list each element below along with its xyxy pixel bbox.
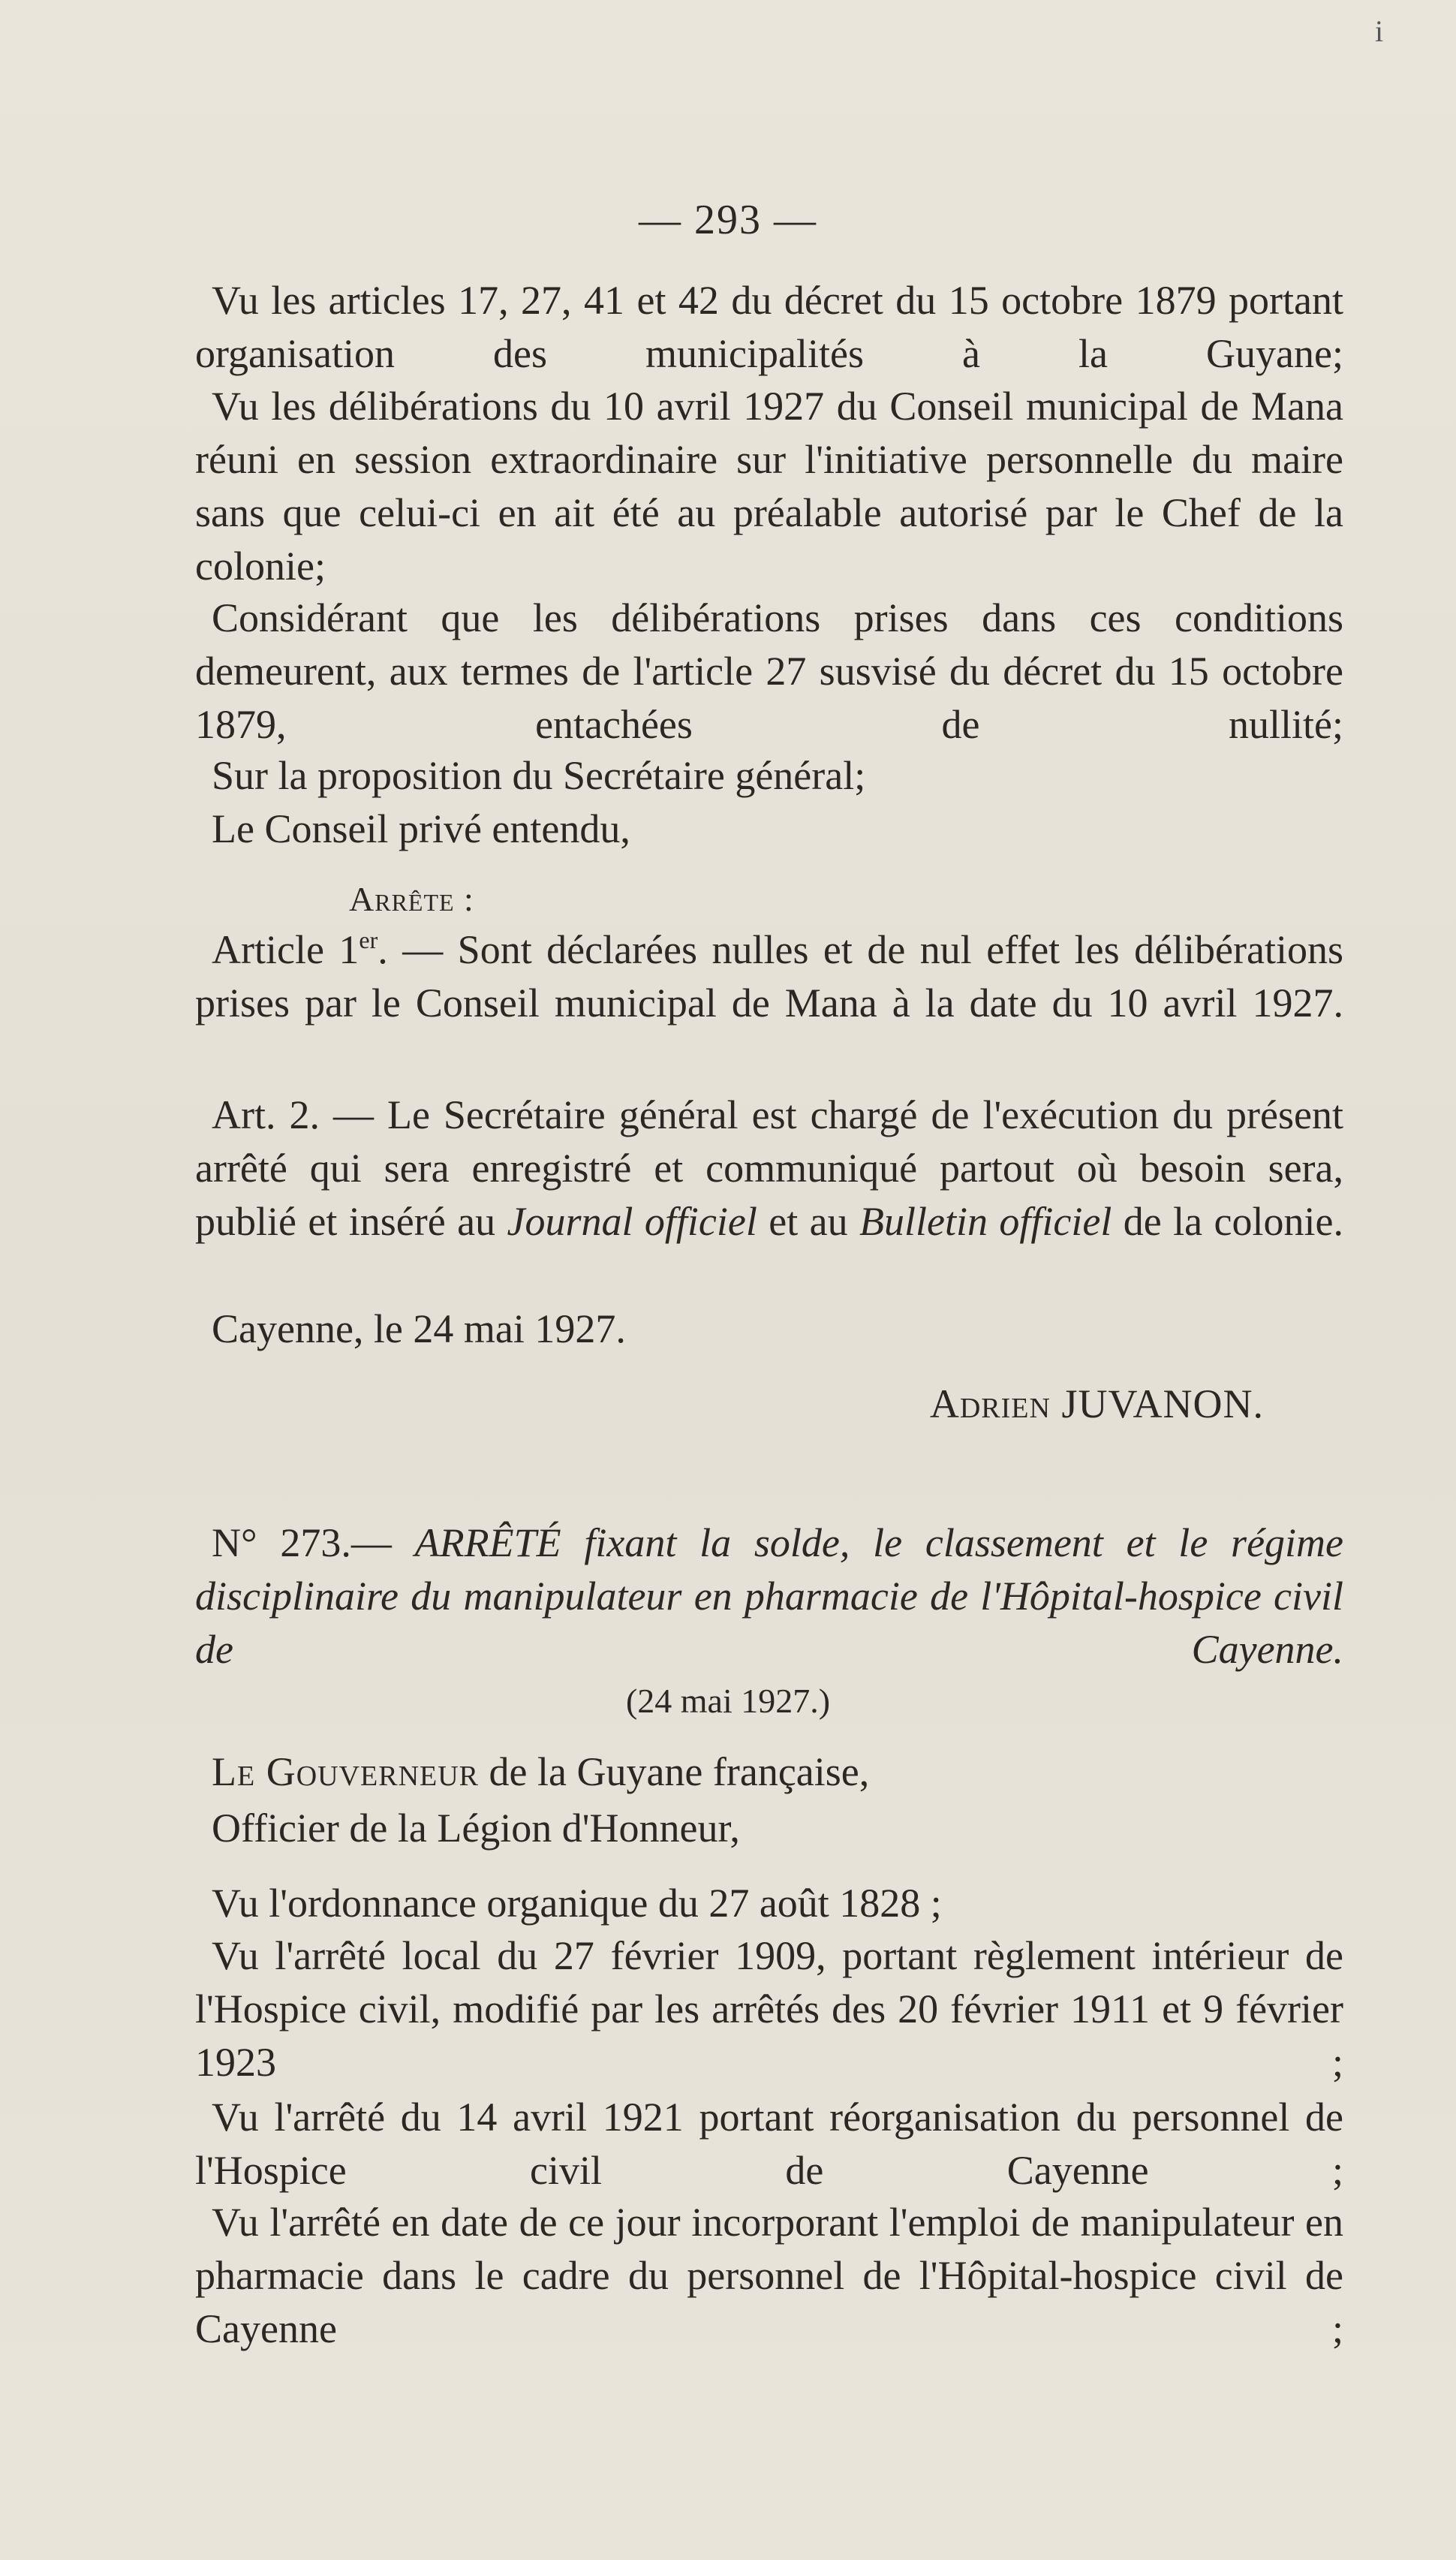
article-1-superscript: er [359, 926, 378, 953]
paragraph-vu-deliberations: Vu les délibérations du 10 avril 1927 du Conseil municipal de Mana réuni en session extraordinaire sur l'initiative personnelle du maire sans que celui-ci en ait été au préalable autorisé par le Chef de la colonie; [195, 384, 1343, 589]
page-number: — 293 — [639, 197, 817, 243]
margin-mark: i [1375, 14, 1384, 48]
gouverneur-rest: de la Guyane française, [479, 1749, 870, 1794]
article-2-and: et au [757, 1199, 860, 1244]
paragraph-officier: Officier de la Légion d'Honneur, [212, 1806, 740, 1851]
article-2-end: de la colonie. [1112, 1199, 1343, 1244]
decree-273-number: N° 273.— [212, 1520, 415, 1565]
article-1 [195, 923, 1343, 1030]
decree-273-date: (24 mai 1927.) [625, 1682, 831, 1720]
paragraph-considerant: Considérant que les délibérations prises dans ces conditions demeurent, aux termes de l'article 27 susvisé du décret du 15 octobre 1879, entachées de nullité; [195, 595, 1343, 747]
decree-273-heading [195, 1516, 1343, 1676]
paragraph-vu-arrete-local: Vu l'arrêté local du 27 février 1909, portant règlement intérieur de l'Hospice civil, modifié par les arrêtés des 20 février 1911 et 9 février 1923 ; [195, 1933, 1343, 2085]
paragraph-vu-ordonnance: Vu l'ordonnance organique du 27 août 1828 ; [212, 1881, 942, 1926]
signature: Adrien JUVANON. [929, 1381, 1264, 1426]
paragraph-gouverneur [195, 1745, 1343, 1799]
paragraph-vu-articles: Vu les articles 17, 27, 41 et 42 du décret du 15 octobre 1879 portant organisation des municipalités à la Guyane; [195, 278, 1343, 376]
paragraph-sur-proposition: Sur la proposition du Secrétaire général; [212, 753, 866, 798]
paragraph-conseil-prive: Le Conseil privé entendu, [212, 806, 630, 851]
gouverneur-label: Le Gouverneur [212, 1749, 480, 1794]
article-1-text: . — Sont déclarées nulles et de nul effet les délibérations prises par le Conseil municipal de Mana à la date du 10 avril 1927. [195, 927, 1343, 1026]
article-1-label: Article 1 [212, 927, 359, 972]
place-date: Cayenne, le 24 mai 1927. [212, 1306, 626, 1351]
paragraph-vu-arrete-1921: Vu l'arrêté du 14 avril 1921 portant réorganisation du personnel de l'Hospice civil de Cayenne ; [195, 2095, 1343, 2193]
journal-officiel-title: Journal officiel [507, 1199, 757, 1244]
bulletin-officiel-title: Bulletin officiel [859, 1199, 1112, 1244]
article-2 [195, 1089, 1343, 1248]
paragraph-vu-arrete-jour: Vu l'arrêté en date de ce jour incorporant l'emploi de manipulateur en pharmacie dans le cadre du personnel de l'Hôpital-hospice civil de Cayenne ; [195, 2200, 1343, 2351]
article-2-text: Art. 2. — Le Secrétaire général est chargé de l'exécution du présent arrêté qui sera enregistré et communiqué partout où besoin sera, publié et inséré au [195, 1092, 1343, 1244]
arrete-heading: Arrête : [349, 880, 474, 918]
decree-273-title: ARRÊTÉ fixant la solde, le classement et le régime disciplinaire du manipulateur en pharmacie de l'Hôpital-hospice civil de Cayenne. [195, 1520, 1343, 1672]
